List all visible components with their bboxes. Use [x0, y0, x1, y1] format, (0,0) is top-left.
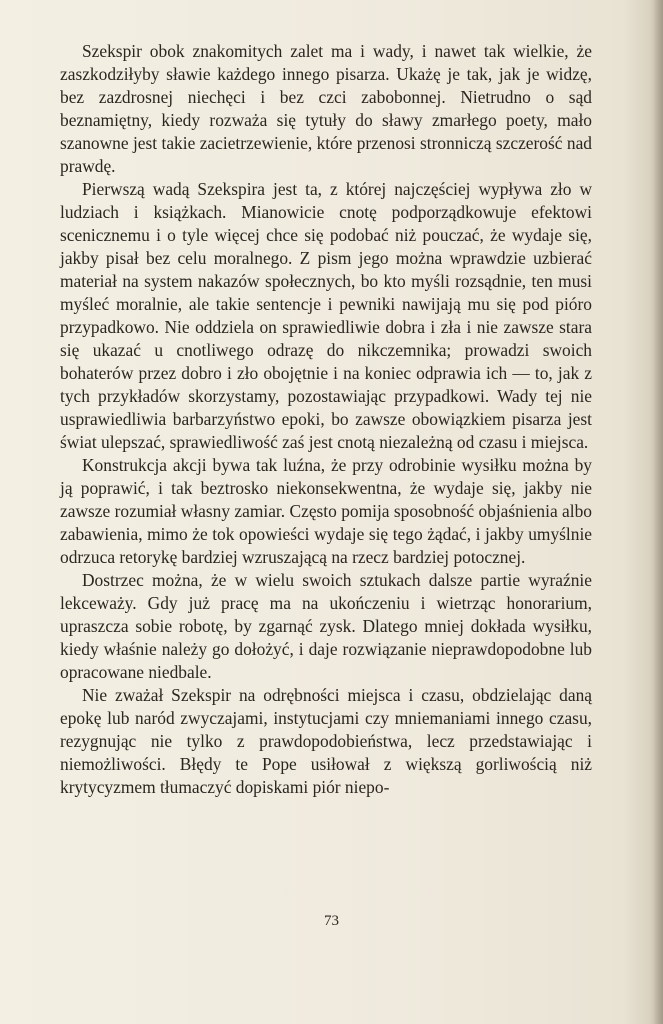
paragraph-4: Dostrzec można, że w wielu swoich sztukach dalsze partie wyraźnie lekceważy. Gdy już pracę ma na ukończeniu i wietrząc honorarium, upraszcza sobie robotę, by zgarnąć zysk. Dlatego mniej dokłada wysiłku, kiedy właśnie należy go dołożyć, i daje rozwiązanie nieprawdopodobne lub opracowane niedbale. [60, 570, 592, 682]
paragraph-2: Pierwszą wadą Szekspira jest ta, z której najczęściej wypływa zło w ludziach i książkach. Mianowicie cnotę podporządkowuje efektowi scenicznemu i o tyle więcej chce się podobać niż pouczać, że wydaje się, jakby pisał bez celu moralnego. Z pism jego można wprawdzie uzbierać materiał na system nakazów społecznych, bo kto myśli rozsądnie, ten musi myśleć moralnie, ale takie sentencje i pewniki nawijają mu się pod pióro przypadkowo. Nie oddziela on sprawiedliwie dobra i zła i nie zawsze stara się ukazać u cnotliwego odrazę do nikczemnika; prowadzi swoich bohaterów przez dobro i zło obojętnie i na koniec odprawia ich — to, jak z tych przykładów skorzystamy, pozostawiając przypadkowi. Wady tej nie usprawiedliwia barbarzyństwo epoki, bo zawsze obowiązkiem pisarza jest świat ulepszać, sprawiedliwość zaś jest cnotą niezależną od czasu i miejsca. [60, 179, 592, 452]
paragraph-3: Konstrukcja akcji bywa tak luźna, że przy odrobinie wysiłku można by ją poprawić, i tak beztrosko niekonsekwentna, że wydaje się, jakby nie zawsze rozumiał własny zamiar. Często pomija sposobność objaśnienia albo zabawienia, mimo że tok opowieści wydaje się tego żądać, i jakby umyślnie odrzuca retorykę bardziej wzruszającą na rzecz bardziej potocznej. [60, 455, 592, 567]
paragraph-5: Nie zważał Szekspir na odrębności miejsca i czasu, obdzielając daną epokę lub naród zwyczajami, instytucjami czy mniemaniami innego czasu, rezygnując nie tylko z prawdopodobieństwa, lecz przedstawiając i niemożliwości. Błędy te Pope usiłował z większą gorliwością niż krytycyzmem tłumaczyć dopiskami piór niepo- [60, 685, 592, 797]
page-edge-shadow [653, 0, 663, 1024]
body-text [60, 40, 592, 799]
paragraph-1: Szekspir obok znakomitych zalet ma i wady, i nawet tak wielkie, że zaszkodziłyby sławie każdego innego pisarza. Ukażę je tak, jak je widzę, bez zazdrosnej niechęci i bez czci zabobonnej. Nietrudno o sąd beznamiętny, kiedy rozważa się tytuły do sławy zmarłego poety, mało szanowne jest takie zacietrzewienie, które przenosi stronniczą szczerość nad prawdę. [60, 41, 592, 176]
page-number: 73 [324, 913, 339, 929]
